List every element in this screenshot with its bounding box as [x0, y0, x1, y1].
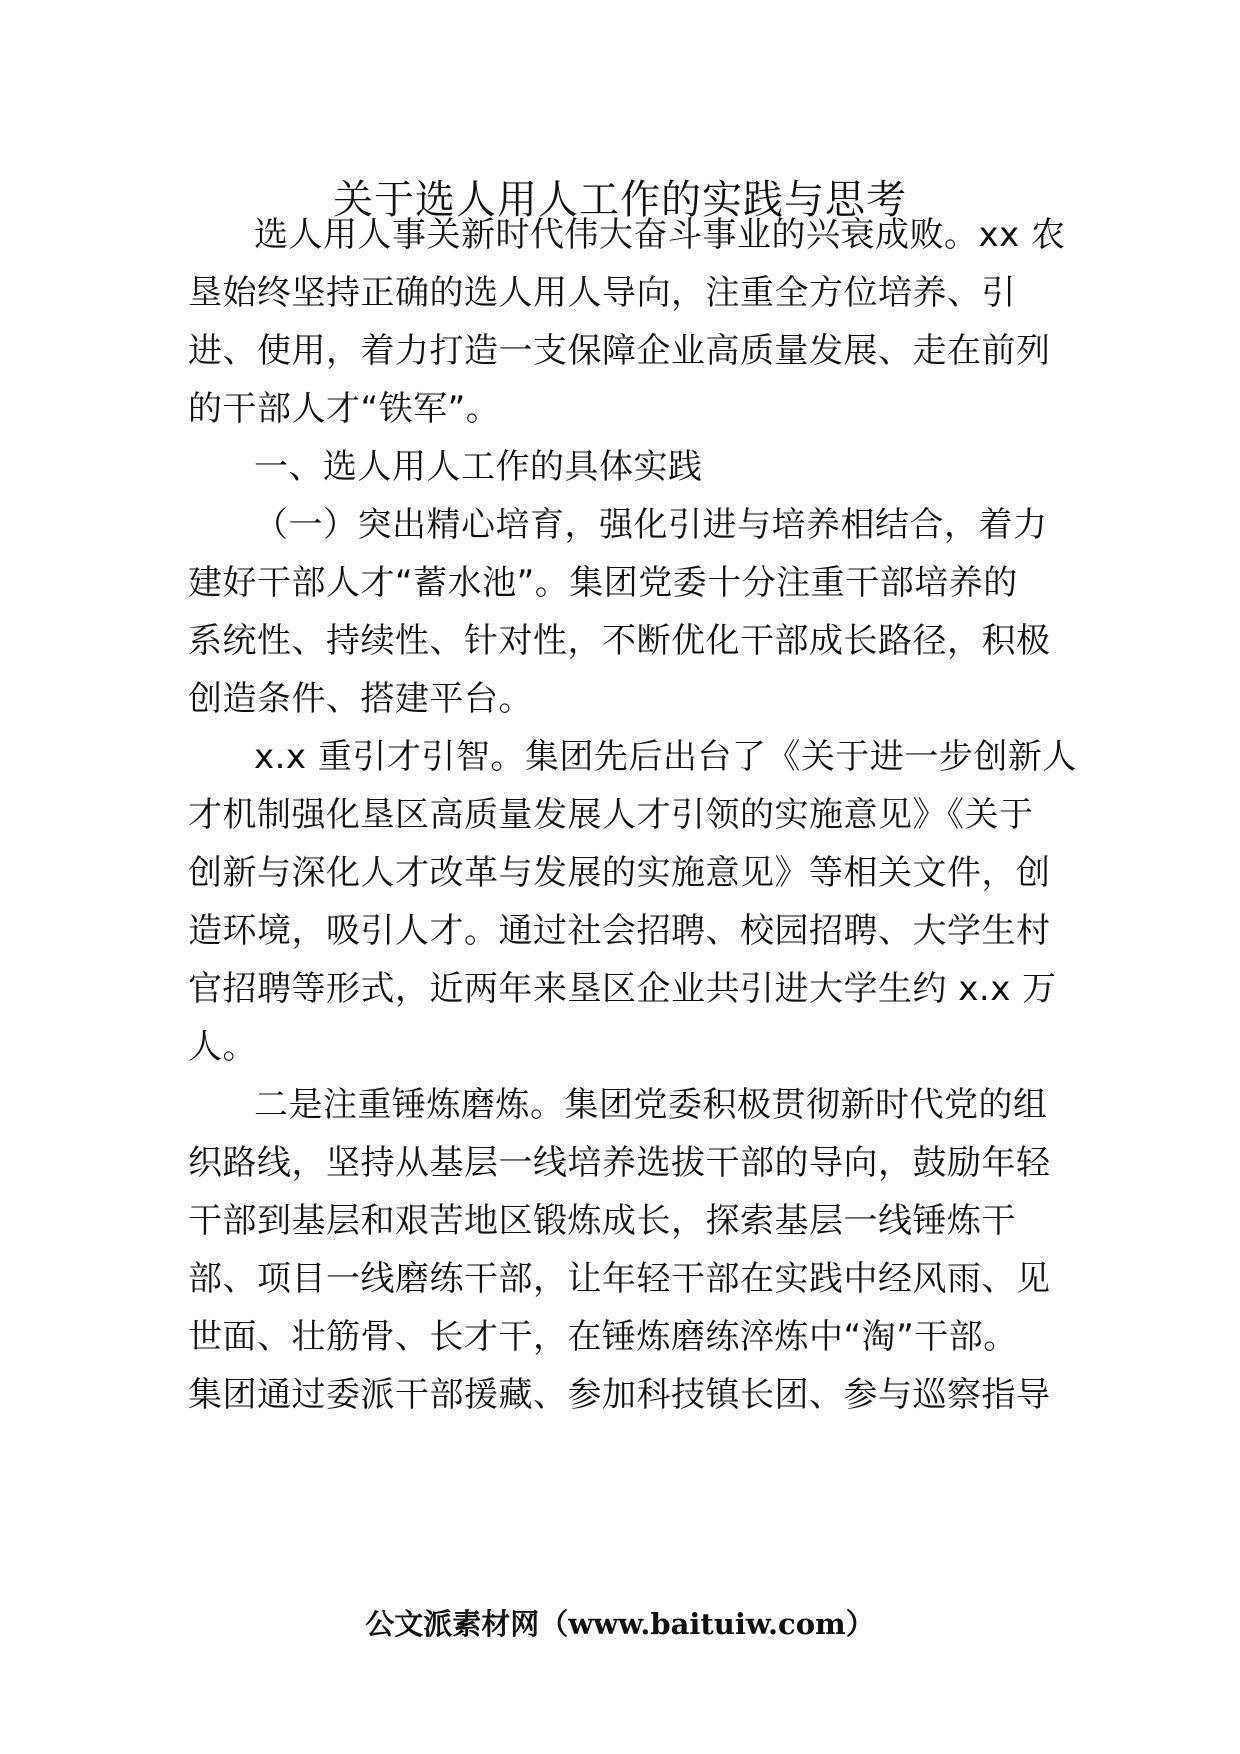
- paragraph-line: 造环境，吸引人才。通过社会招聘、校园招聘、大学生村: [188, 911, 1051, 951]
- paragraph-line: 垦始终坚持正确的选人用人导向，注重全方位培养、引: [188, 273, 1016, 313]
- paragraph-line: 系统性、持续性、针对性，不断优化干部成长路径，积极: [188, 621, 1051, 661]
- paragraph-line: 世面、壮筋骨、长才干，在锤炼磨练淬炼中“淘”干部。: [188, 1317, 1018, 1357]
- paragraph-line: 的干部人才“铁军”。: [188, 389, 501, 429]
- footer-source: 公文派素材网（www.baituiw.com）: [365, 1607, 875, 1641]
- paragraph-line: 干部到基层和艰苦地区锻炼成长，探索基层一线锤炼干: [188, 1201, 1016, 1241]
- paragraph-line: 二是注重锤炼磨炼。集团党委积极贯彻新时代党的组: [254, 1085, 1048, 1125]
- paragraph-line: 创造条件、搭建平台。: [188, 679, 533, 719]
- paragraph-line: 进、使用，着力打造一支保障企业高质量发展、走在前列: [188, 331, 1051, 371]
- paragraph-line: 人。: [188, 1027, 257, 1067]
- paragraph-line: 集团通过委派干部援藏、参加科技镇长团、参与巡察指导: [188, 1375, 1051, 1415]
- paragraph-line: （一）突出精心培育，强化引进与培养相结合，着力: [254, 505, 1048, 545]
- paragraph-line: 织路线，坚持从基层一线培养选拔干部的导向，鼓励年轻: [188, 1143, 1051, 1183]
- paragraph-line: 部、项目一线磨练干部，让年轻干部在实践中经风雨、见: [188, 1259, 1051, 1299]
- document-title: 关于选人用人工作的实践与思考: [333, 177, 907, 223]
- paragraph-line: 创新与深化人才改革与发展的实施意见》等相关文件，创: [188, 853, 1051, 893]
- section-heading: 一、选人用人工作的具体实践: [254, 447, 703, 487]
- paragraph-line: 官招聘等形式，近两年来垦区企业共引进大学生约 x.x 万: [188, 969, 1057, 1009]
- paragraph-line: x.x 重引才引智。集团先后出台了《关于进一步创新人: [254, 737, 1077, 777]
- paragraph-line: 才机制强化垦区高质量发展人才引领的实施意见》《关于: [188, 795, 1034, 835]
- paragraph-line: 建好干部人才“蓄水池”。集团党委十分注重干部培养的: [188, 563, 1018, 603]
- paragraph-line: 选人用人事关新时代伟大奋斗事业的兴衰成败。xx 农: [254, 215, 1066, 255]
